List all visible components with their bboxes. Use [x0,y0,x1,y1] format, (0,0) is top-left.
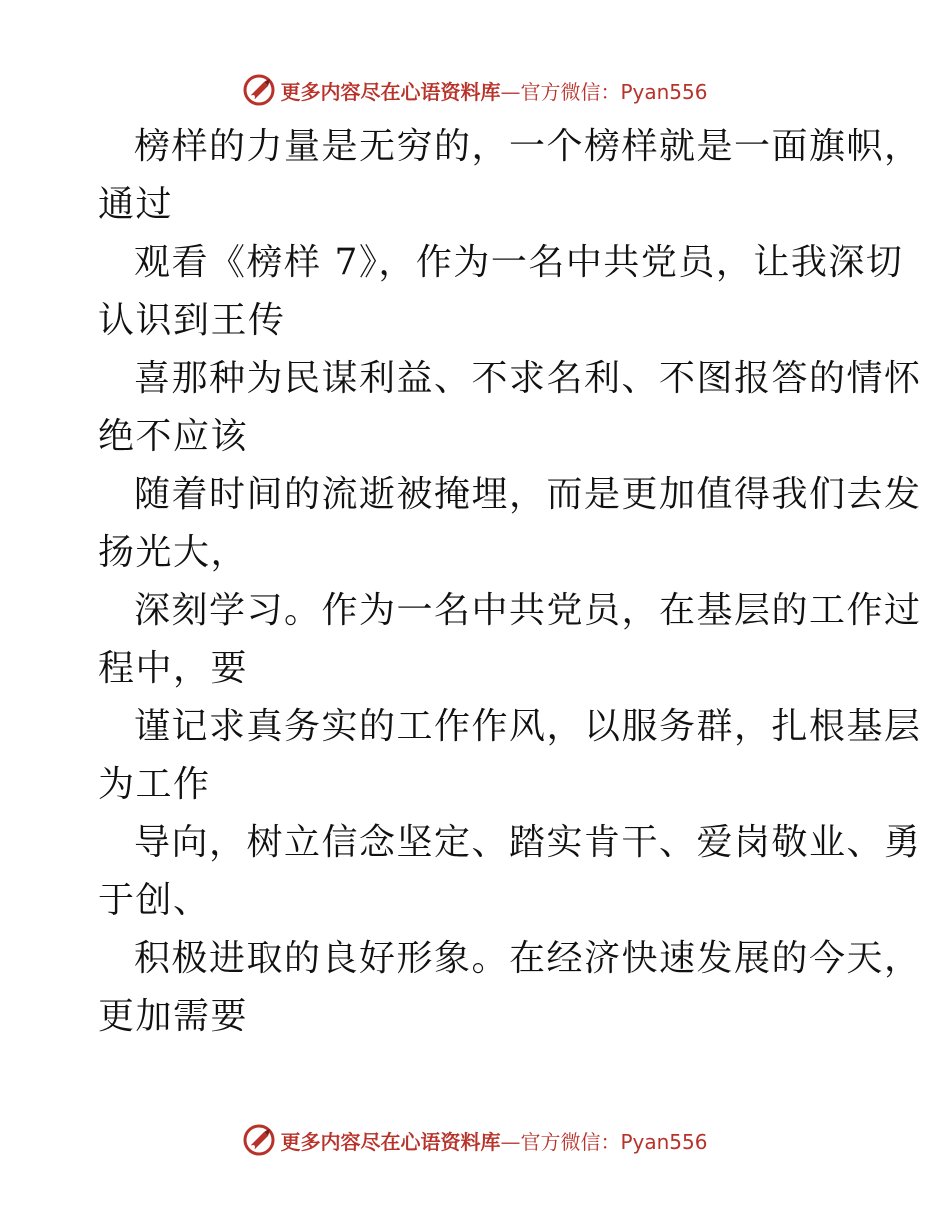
paragraph-line: 随着时间的流逝被掩埋，而是更加值得我们去发 [134,474,922,515]
paragraph-line: 导向，树立信念坚定、踏实肯干、爱岗敬业、勇 [134,822,922,863]
document-body [98,118,922,1046]
paragraph-line: 谨记求真务实的工作作风，以服务群，扎根基层 [134,706,922,747]
banner-wechat-text: 官方微信：Pyan556 [520,79,708,104]
banner-dash: — [500,79,521,104]
paragraph [98,466,922,582]
paragraph-line: 深刻学习。作为一名中共党员，在基层的工作过 [134,590,922,631]
paragraph [98,582,922,698]
paragraph [98,814,922,930]
paragraph [98,698,922,814]
banner-text [280,1126,707,1155]
paragraph [98,234,904,350]
brand-logo-icon [242,1123,276,1157]
paragraph-line: 扬光大， [98,532,249,573]
paragraph-line: 喜那种为民谋利益、不求名利、不图报答的情怀 [134,358,922,399]
paragraph-line: 更加需要 [98,996,249,1037]
banner-text [280,76,707,105]
paragraph-line: 绝不应该 [98,416,249,457]
paragraph-line: 认识到王传 [98,300,286,341]
footer-banner [0,1118,950,1162]
banner-dash: — [500,1129,521,1154]
paragraph-line: 于创、 [98,880,211,921]
banner-site-text: 更多内容尽在心语资料库 [280,1129,501,1154]
paragraph [98,350,922,466]
paragraph-line: 榜样的力量是无穷的，一个榜样就是一面旗帜， [134,126,922,167]
header-banner [0,68,950,112]
paragraph-line: 观看《榜样 7》，作为一名中共党员，让我深切 [134,242,904,283]
banner-wechat-text: 官方微信：Pyan556 [520,1129,708,1154]
banner-site-text: 更多内容尽在心语资料库 [280,79,501,104]
brand-logo-icon [242,73,276,107]
paragraph-line: 积极进取的良好形象。在经济快速发展的今天， [134,938,922,979]
paragraph [98,118,922,234]
paragraph-line: 通过 [98,184,174,225]
paragraph-line: 为工作 [98,764,211,805]
paragraph-line: 程中，要 [98,648,249,689]
paragraph [98,930,922,1046]
